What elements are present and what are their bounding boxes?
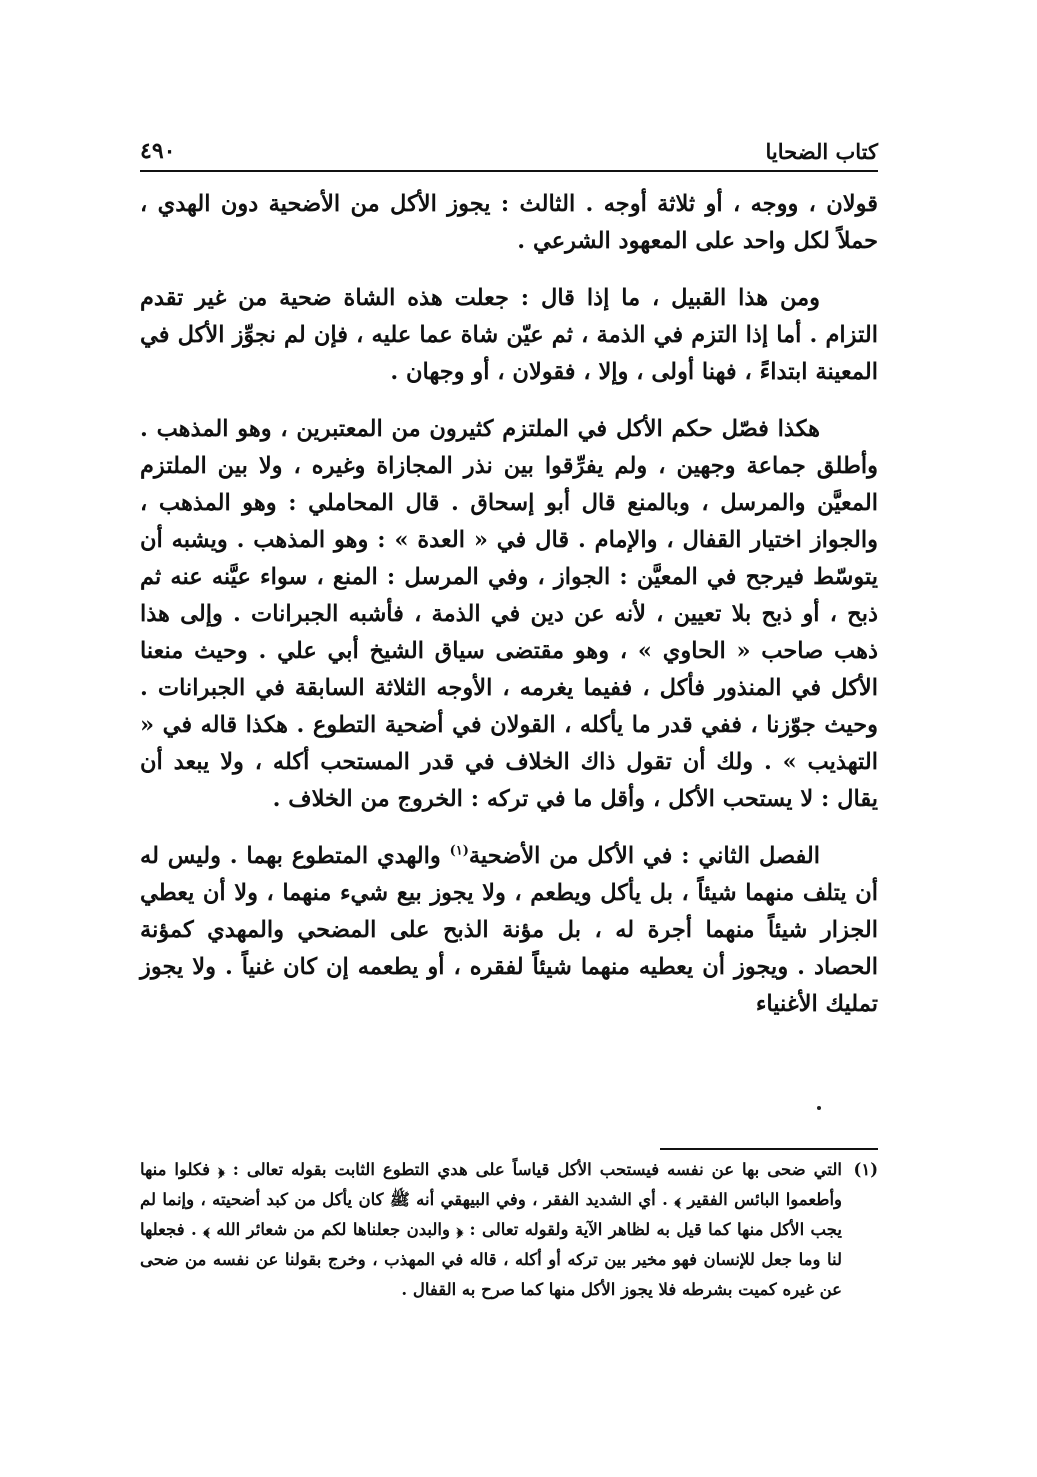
running-title: كتاب الضحايا: [765, 139, 878, 164]
footnotes: [140, 1155, 878, 1305]
book-page: [140, 128, 878, 1368]
paragraph-2: ومن هذا القبيل ، ما إذا قال : جعلت هذه الشاة ضحية من غير تقدم التزام . أما إذا التزم في الذمة ، ثم عيّن شاة عما عليه ، فإن لم نجوِّز الأكل في المعينة ابتداءً ، فهنا أولى ، وإلا ، فقولان ، أو وجهان .: [140, 285, 878, 385]
page-header: [140, 128, 878, 172]
page-number: ٤٩٠: [140, 138, 176, 164]
footnote-reference: (١): [449, 843, 469, 859]
footnote-text: التي ضحى بها عن نفسه فيستحب الأكل قياساً على هدي التطوع الثابت بقوله تعالى : ﴿ فكلوا منها وأطعموا البائس الفقير ﴾ . أي الشديد الفقر ، وفي البيهقي أنه ﷺ كان يأكل من كبد أضحيته ، وإنما لم يجب الأكل منها كما قيل به لظاهر الآية ولقوله تعالى : ﴿ والبدن جعلناها لكم من شعائر الله ﴾ . فجعلها لنا وما جعل للإنسان فهو مخير بين تركه أو أكله ، قاله في المهذب ، وخرج بقولنا عن نفسه من ضحى عن غيره كميت بشرطه فلا يجوز الأكل منها كما صرح به القفال .: [140, 1160, 842, 1299]
main-text: [140, 186, 878, 1023]
stray-dot: [817, 1106, 821, 1110]
section-heading: الفصل الثاني : في الأكل من الأضحية: [468, 843, 820, 869]
section-text: والهدي المتطوع بهما . وليس له أن يتلف منهما شيئاً ، بل يأكل ويطعم ، ولا يجوز بيع شيء منهما ، ولا أن يعطي الجزار شيئاً منهما أجرة له ، بل مؤنة الذبح على المضحي والمهدي كمؤنة الحصاد . ويجوز أن يعطيه منهما شيئاً لفقره ، أو يطعمه إن كان غنياً . ولا يجوز تمليك الأغنياء: [140, 843, 878, 1017]
footnote-1: [140, 1155, 878, 1305]
footnote-separator: [660, 1148, 878, 1150]
paragraph-3: هكذا فصّل حكم الأكل في الملتزم كثيرون من المعتبرين ، وهو المذهب . وأطلق جماعة وجهين ، ولم يفرِّقوا بين نذر المجازاة وغيره ، ولا بين الملتزم المعيَّن والمرسل ، وبالمنع قال أبو إسحاق . قال المحاملي : وهو المذهب ، والجواز اختيار القفال ، والإمام . قال في « العدة » : وهو المذهب . ويشبه أن يتوسّط فيرجح في المعيَّن : الجواز ، وفي المرسل : المنع ، سواء عيَّنه عنه ثم ذبح ، أو ذبح بلا تعيين ، لأنه عن دين في الذمة ، فأشبه الجبرانات . وإلى هذا ذهب صاحب « الحاوي » ، وهو مقتضى سياق الشيخ أبي علي . وحيث منعنا الأكل في المنذور فأكل ، ففيما يغرمه ، الأوجه الثلاثة السابقة في الجبرانات . وحيث جوّزنا ، ففي قدر ما يأكله ، القولان في أضحية التطوع . هكذا قاله في « التهذيب » . ولك أن تقول ذاك الخلاف في قدر المستحب أكله ، ولا يبعد أن يقال : لا يستحب الأكل ، وأقل ما في تركه : الخروج من الخلاف .: [140, 416, 878, 812]
footnote-number: (١): [853, 1160, 878, 1179]
paragraph-1: قولان ، ووجه ، أو ثلاثة أوجه . الثالث : يجوز الأكل من الأضحية دون الهدي ، حملاً لكل واحد على المعهود الشرعي .: [140, 191, 878, 254]
section-paragraph: [140, 838, 878, 1023]
